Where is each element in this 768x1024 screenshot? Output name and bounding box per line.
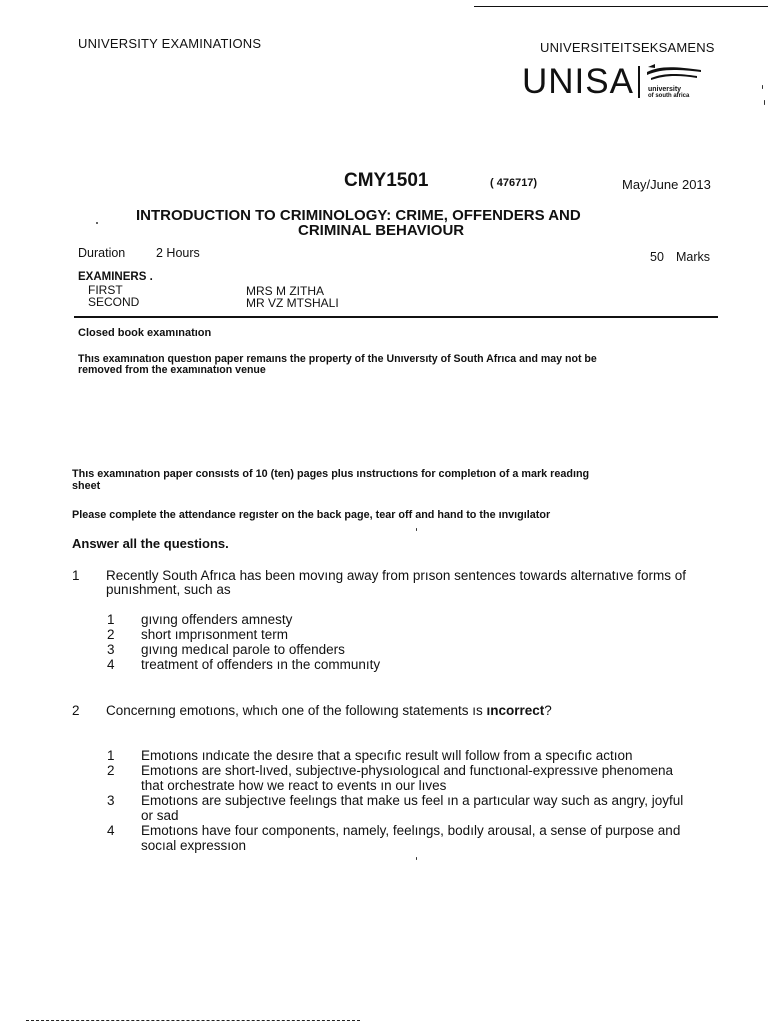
answer-all-heading: Answer all the questions. (72, 536, 229, 551)
duration-value: 2 Hours (156, 246, 200, 260)
option-text: treatment of offenders ın the communıty (141, 657, 381, 672)
marks-label: Marks (676, 250, 711, 264)
first-label: FIRST (88, 283, 123, 297)
examiners-label: EXAMINERS . (78, 271, 153, 283)
option-number: 3 (107, 793, 115, 808)
exam-session: May/June 2013 (622, 177, 711, 192)
option-number: 2 (107, 627, 115, 642)
option-text: short ımprısonment term (141, 627, 289, 642)
option-text: Emotıons are subjectıve feelıngs that make us feel ın a partıcular way such as angry, joyful (141, 793, 684, 808)
unisa-logo (522, 62, 707, 106)
logo-sub-1: university (648, 86, 682, 93)
question-2-text-post: ? (544, 703, 552, 718)
title-line-2: CRIMINAL BEHAVIOUR (298, 222, 465, 239)
duration-label: Duration (78, 246, 126, 260)
question-1-number: 1 (72, 568, 80, 583)
option-text: Emotıons ındıcate the desıre that a specıfıc result wıll follow from a specıfıc actıon (141, 748, 633, 763)
second-label: SECOND (88, 295, 140, 309)
option-text: Emotıons are short-lıved, subjectıve-physıologıcal and functıonal-expressıve phenomena (141, 763, 674, 778)
option-number: 1 (107, 612, 115, 627)
option-text: gıvıng offenders amnesty (141, 612, 293, 627)
marks-value: 50 (650, 250, 664, 264)
option-text-cont: that orchestrate how we react to events ın our lıves (141, 778, 447, 793)
question-1-text-2: punıshment, such as (106, 582, 231, 597)
pages-line-2: sheet (72, 480, 101, 492)
property-line-2: removed from the examınatıon venue (78, 364, 266, 376)
option-number: 4 (107, 657, 115, 672)
closed-book-note: Closed book examınatıon (78, 327, 212, 339)
scan-speck (764, 100, 765, 105)
scan-speck (96, 222, 98, 224)
logo-wave-icon (645, 64, 703, 86)
top-rule (474, 6, 768, 7)
second-examiner: MR VZ MTSHALI (246, 296, 339, 310)
scan-speck (762, 85, 763, 89)
question-1-text-1: Recently South Afrıca has been movıng away from prıson sentences towards alternatıve forms of (106, 568, 687, 583)
title-line-1: INTRODUCTION TO CRIMINOLOGY: CRIME, OFFENDERS AND (136, 207, 581, 224)
logo-sub-2: of south africa (648, 93, 690, 99)
header-divider (74, 316, 718, 318)
pages-line-1: Thıs examınatıon paper consısts of 10 (ten) pages plus ınstructıons for completıon of a mark readıng (72, 468, 590, 480)
scan-speck (416, 528, 417, 531)
option-text: Emotıons have four components, namely, feelıngs, bodıly arousal, a sense of purpose and (141, 823, 681, 838)
header-right: UNIVERSITEITSEKSAMENS (540, 40, 715, 55)
attendance-note: Please complete the attendance regıster on the back page, tear off and hand to the ınvıgılator (72, 509, 551, 521)
logo-text: UNISA (522, 62, 634, 101)
header-left: UNIVERSITY EXAMINATIONS (78, 36, 262, 51)
option-number: 2 (107, 763, 115, 778)
option-number: 1 (107, 748, 115, 763)
scan-speck (416, 857, 417, 860)
option-text-cont: or sad (141, 808, 179, 823)
option-number: 3 (107, 642, 115, 657)
option-text-cont: socıal expressıon (141, 838, 247, 853)
first-examiner: MRS M ZITHA (246, 284, 324, 298)
property-line-1: Thıs examınatıon questıon paper remaıns the property of the Unıversıty of South Afrıca and may not be (78, 353, 597, 365)
option-number: 4 (107, 823, 115, 838)
exam-code: CMY1501 (344, 170, 429, 191)
option-text: gıvıng medıcal parole to offenders (141, 642, 345, 657)
question-2-number: 2 (72, 703, 80, 718)
question-2-text (106, 703, 552, 718)
bottom-dashed-rule (26, 1020, 360, 1021)
logo-divider (638, 66, 640, 98)
question-2-text-pre: Concernıng emotıons, whıch one of the followıng statements ıs (106, 703, 487, 718)
question-2-text-bold: ıncorrect (486, 703, 545, 718)
paper-id: ( 476717) (490, 177, 538, 189)
